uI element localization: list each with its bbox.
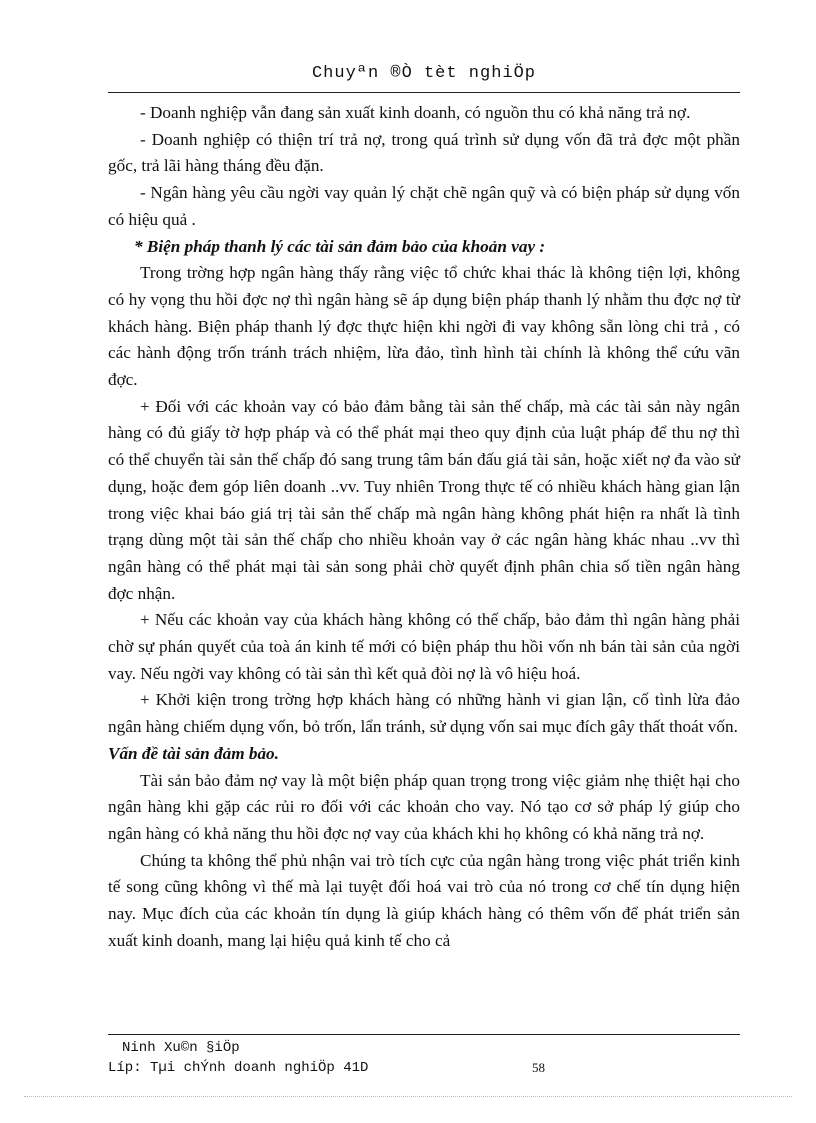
footer-author: Ninh Xu©n §iÖp — [122, 1040, 240, 1056]
header-divider — [108, 92, 740, 93]
paragraph: + Khởi kiện trong trờng hợp khách hàng có những hành vi gian lận, cố tình lừa đảo ngân hàng chiếm dụng vốn, bỏ trốn, lẩn tránh, sử dụng vốn sai mục đích gây thất thoát vốn. — [108, 690, 740, 737]
paragraph: Tài sản bảo đảm nợ vay là một biện pháp quan trọng trong việc giảm nhẹ thiệt hại cho ngân hàng khi gặp các rủi ro đối với các khoản cho vay. Nó tạo cơ sở pháp lý giúp cho ngân hàng có khả năng thu hồi đợc nợ vay của khách khi họ không có khả năng trả nợ. — [108, 770, 740, 843]
paragraph: - Ngân hàng yêu cầu ngời vay quản lý chặt chẽ ngân quỹ và có biện pháp sử dụng vốn có hiệu quả . — [108, 183, 740, 229]
section-heading: Vấn đề tài sản đảm bảo. — [108, 743, 279, 763]
footer-divider — [108, 1034, 740, 1035]
paragraph: Chúng ta không thể phủ nhận vai trò tích cực của ngân hàng trong việc phát triển kinh tế song cũng không vì thế mà lại tuyệt đối hoá vai trò của nó trong cơ chế tín dụng hiện nay. Mục đích của các khoản tín dụng là giúp khách hàng có thêm vốn để phát triển sản xuất kinh doanh, mang lại hiệu quả kinh tế cho cả — [108, 850, 740, 950]
footer-class: Líp: Tµi chÝnh doanh nghiÖp 41D — [108, 1060, 369, 1076]
paragraph: + Nếu các khoản vay của khách hàng không có thế chấp, bảo đảm thì ngân hàng phải chờ sự phán quyết của toà án kinh tế mới có biện pháp thu hồi vốn nh bán tài sản của ngời vay. Nếu ngời vay không có tài sản thì kết quả đòi nợ là vô hiệu hoá. — [108, 610, 740, 683]
paragraph: Trong trờng hợp ngân hàng thấy rằng việc tổ chức khai thác là không tiện lợi, không có hy vọng thu hồi đợc nợ thì ngân hàng sẽ áp dụng biện pháp thanh lý nhằm thu đợc nợ từ khách hàng. Biện pháp thanh lý đợc thực hiện khi ngời đi vay không sẵn lòng chi trả , có các hành động trốn tránh trách nhiệm, lừa đảo, tình hình tài chính là không thể cứu vãn đợc. — [108, 263, 740, 390]
footer-class-line — [108, 1058, 740, 1078]
running-header-title: Chuyªn ®Ò tèt nghiÖp — [311, 64, 537, 83]
section-subheading: * Biện pháp thanh lý các tài sản đảm bảo của khoản vay : — [134, 236, 546, 256]
page-edge-dotted-line — [24, 1096, 792, 1097]
paragraph: - Doanh nghiệp vẫn đang sản xuất kinh doanh, có nguồn thu có khả năng trả nợ. — [140, 103, 691, 122]
document-body — [108, 100, 740, 955]
page-number: 58 — [532, 1060, 545, 1075]
paragraph: - Doanh nghiệp có thiện trí trả nợ, trong quá trình sử dụng vốn đã trả đợc một phần gốc, trả lãi hàng tháng đều đặn. — [108, 129, 740, 176]
paragraph: + Đối với các khoản vay có bảo đảm bằng tài sản thế chấp, mà các tài sản này ngân hàng có đủ giấy tờ hợp pháp và có thể phát mại theo quy định của luật pháp để thu nợ thì có thể chuyển tài sản thế chấp đó sang trung tâm bán đấu giá tài sản, hoặc xiết nợ đa vào sử dụng, hoặc đem góp liên doanh ..vv. Tuy nhiên Trong thực tế có nhiều khách hàng gian lận trong việc khai báo giá trị tài sản thế chấp mà ngân hàng không phát hiện ra nhất là tình trạng dùng một tài sản thế chấp cho nhiều khoản vay ở các ngân hàng khác nhau ..vv thì ngân hàng có thể phát mại tài sản song phải chờ quyết định phân chia số tiền ngân hàng đợc nhận. — [108, 396, 740, 603]
page-footer — [108, 1038, 740, 1078]
